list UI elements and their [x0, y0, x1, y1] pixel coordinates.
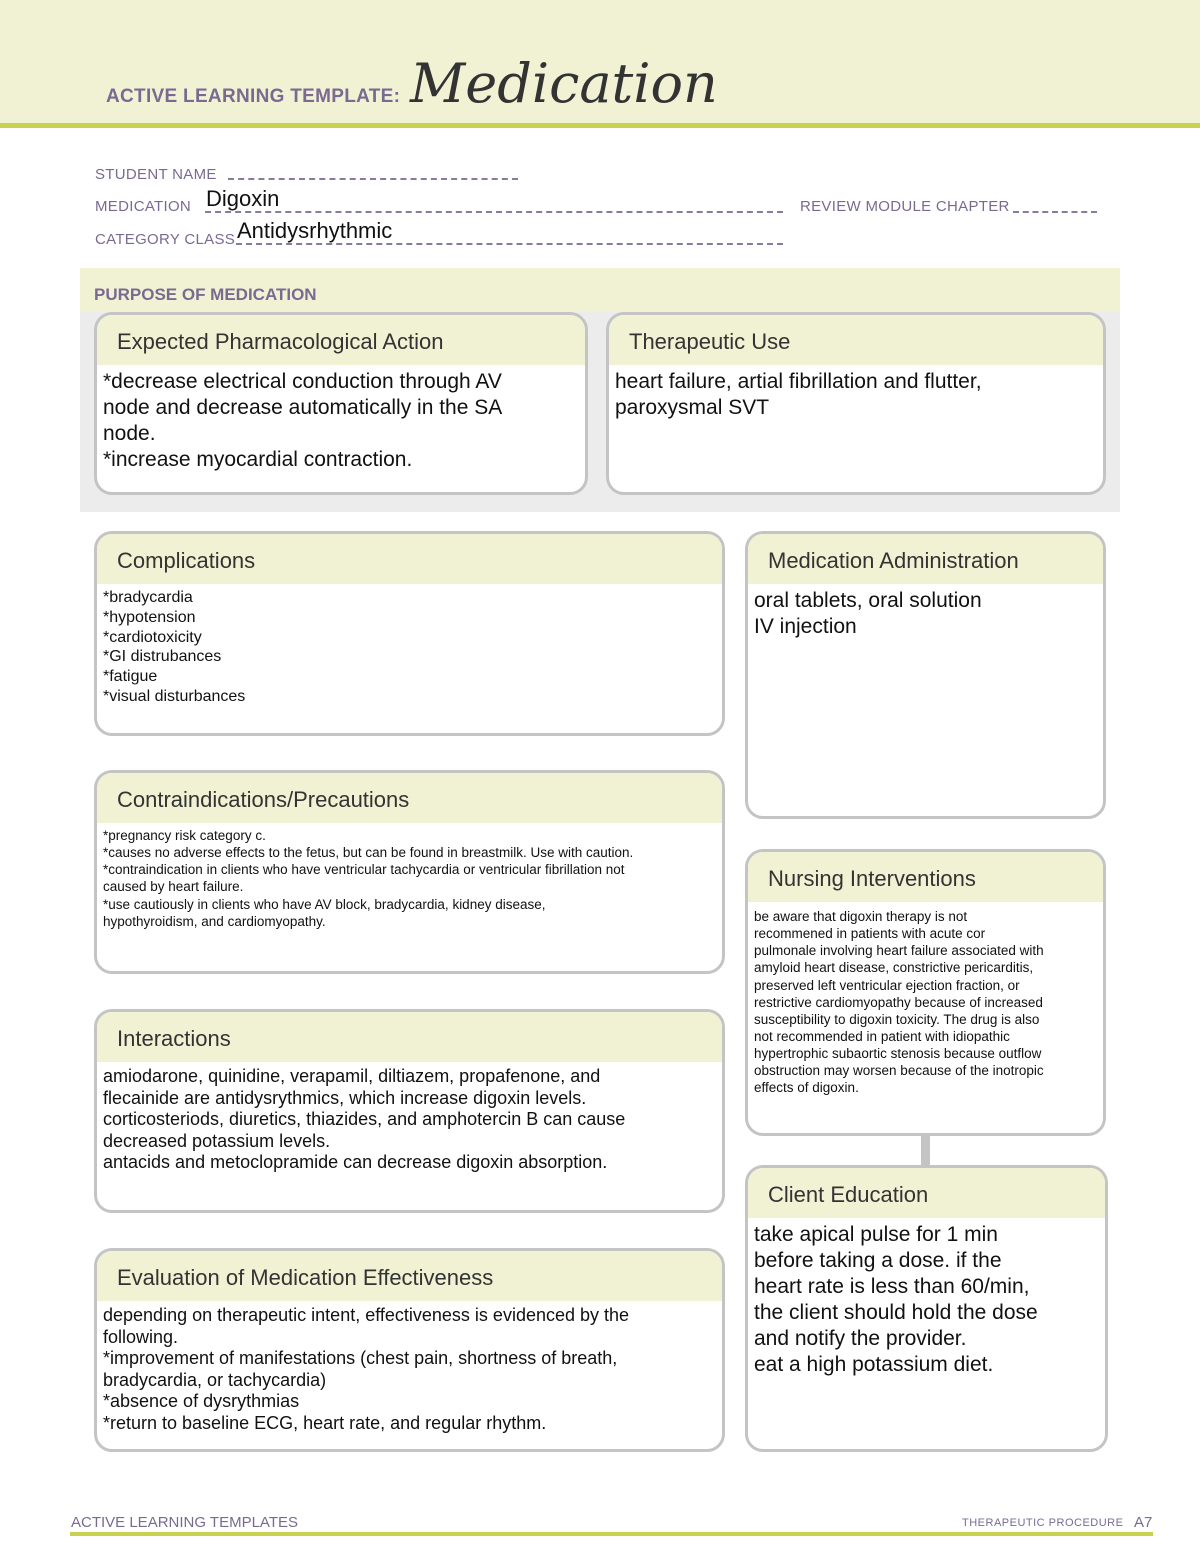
box-text[interactable]: *bradycardia *hypotension *cardiotoxicity *GI distrubances *fatigue *visual disturbances: [103, 589, 246, 706]
footer-rule: [70, 1532, 1153, 1536]
review-module-field[interactable]: [1013, 211, 1097, 213]
box-text[interactable]: oral tablets, oral solution IV injection: [754, 589, 982, 639]
student-name-label: STUDENT NAME: [95, 166, 217, 183]
page-number: A7: [1134, 1514, 1153, 1531]
box-title: Client Education: [748, 1168, 1105, 1218]
box-text[interactable]: take apical pulse for 1 min before taking a dose. if the heart rate is less than 60/min, the client should hold the dose and notify the provider. eat a high potassium diet.: [754, 1223, 1038, 1377]
box-title: Evaluation of Medication Effectiveness: [97, 1251, 722, 1301]
therapeutic-use-box: [606, 312, 1106, 495]
template-label: ACTIVE LEARNING TEMPLATE:: [106, 86, 401, 107]
box-title: Nursing Interventions: [748, 852, 1103, 902]
evaluation-box: [94, 1248, 725, 1452]
medication-field-line: [205, 211, 783, 213]
student-name-field[interactable]: [228, 178, 518, 180]
category-class-field[interactable]: Antidysrhythmic: [237, 218, 393, 243]
connector: [921, 1134, 930, 1166]
expected-action-box: [94, 312, 588, 495]
box-title: Medication Administration: [748, 534, 1103, 584]
box-title: Interactions: [97, 1012, 722, 1062]
medication-field[interactable]: Digoxin: [206, 186, 280, 211]
footer-left: ACTIVE LEARNING TEMPLATES: [71, 1514, 298, 1531]
box-text[interactable]: amiodarone, quinidine, verapamil, diltiazem, propafenone, and flecainide are antidysrythmics, which increase digoxin levels. corticosteriods, diuretics, thiazides, and amphotercin B can cause decreased potassium levels. antacids and metoclopramide can decrease digoxin absorption.: [103, 1066, 626, 1173]
contraindications-box: [94, 770, 725, 974]
box-title: Contraindications/Precautions: [97, 773, 722, 823]
medication-label: MEDICATION: [95, 198, 192, 215]
box-title: Expected Pharmacological Action: [97, 315, 585, 365]
footer-right: THERAPEUTIC PROCEDURE: [962, 1517, 1124, 1529]
box-text[interactable]: *pregnancy risk category c. *causes no adverse effects to the fetus, but can be found in breastmilk. Use with caution. *contraindication in clients who have ventricular tachycardia or ventricular fibrillation not caused by heart failure. *use cautiously in clients who have AV block, bradycardia, kidney disease, hypothyroidism, and cardiomyopathy.: [103, 828, 634, 929]
box-text[interactable]: be aware that digoxin therapy is not recommened in patients with acute cor pulmonale involving heart failure associated with amyloid heart disease, constrictive pericarditis, preserved left ventricular ejection fraction, or restrictive cardiomyopathy because of increased susceptibility to digoxin toxicity. The drug is also not recommended in patient with idiopathic hypertrophic subaortic stenosis because outflow obstruction may worsen because of the inotropic effects of digoxin.: [754, 909, 1044, 1096]
complications-box: [94, 531, 725, 736]
box-text[interactable]: heart failure, artial fibrillation and flutter, paroxysmal SVT: [615, 370, 982, 420]
page-title: Medication: [410, 52, 718, 115]
nursing-interventions-box: [745, 849, 1106, 1136]
interactions-box: [94, 1009, 725, 1213]
administration-box: [745, 531, 1106, 819]
review-module-label: REVIEW MODULE CHAPTER: [800, 198, 1010, 215]
category-class-label: CATEGORY CLASS: [95, 231, 236, 248]
box-title: Therapeutic Use: [609, 315, 1103, 365]
box-title: Complications: [97, 534, 722, 584]
box-text[interactable]: depending on therapeutic intent, effectiveness is evidenced by the following. *improvement of manifestations (chest pain, shortness of breath, bradycardia, or tachycardia) *absence of dysrythmias *return to baseline ECG, heart rate, and regular rhythm.: [103, 1305, 630, 1433]
client-education-box: [745, 1165, 1108, 1452]
box-text[interactable]: *decrease electrical conduction through AV node and decrease automatically in the SA node. *increase myocardial contraction.: [103, 370, 503, 472]
purpose-title: PURPOSE OF MEDICATION: [94, 285, 317, 304]
